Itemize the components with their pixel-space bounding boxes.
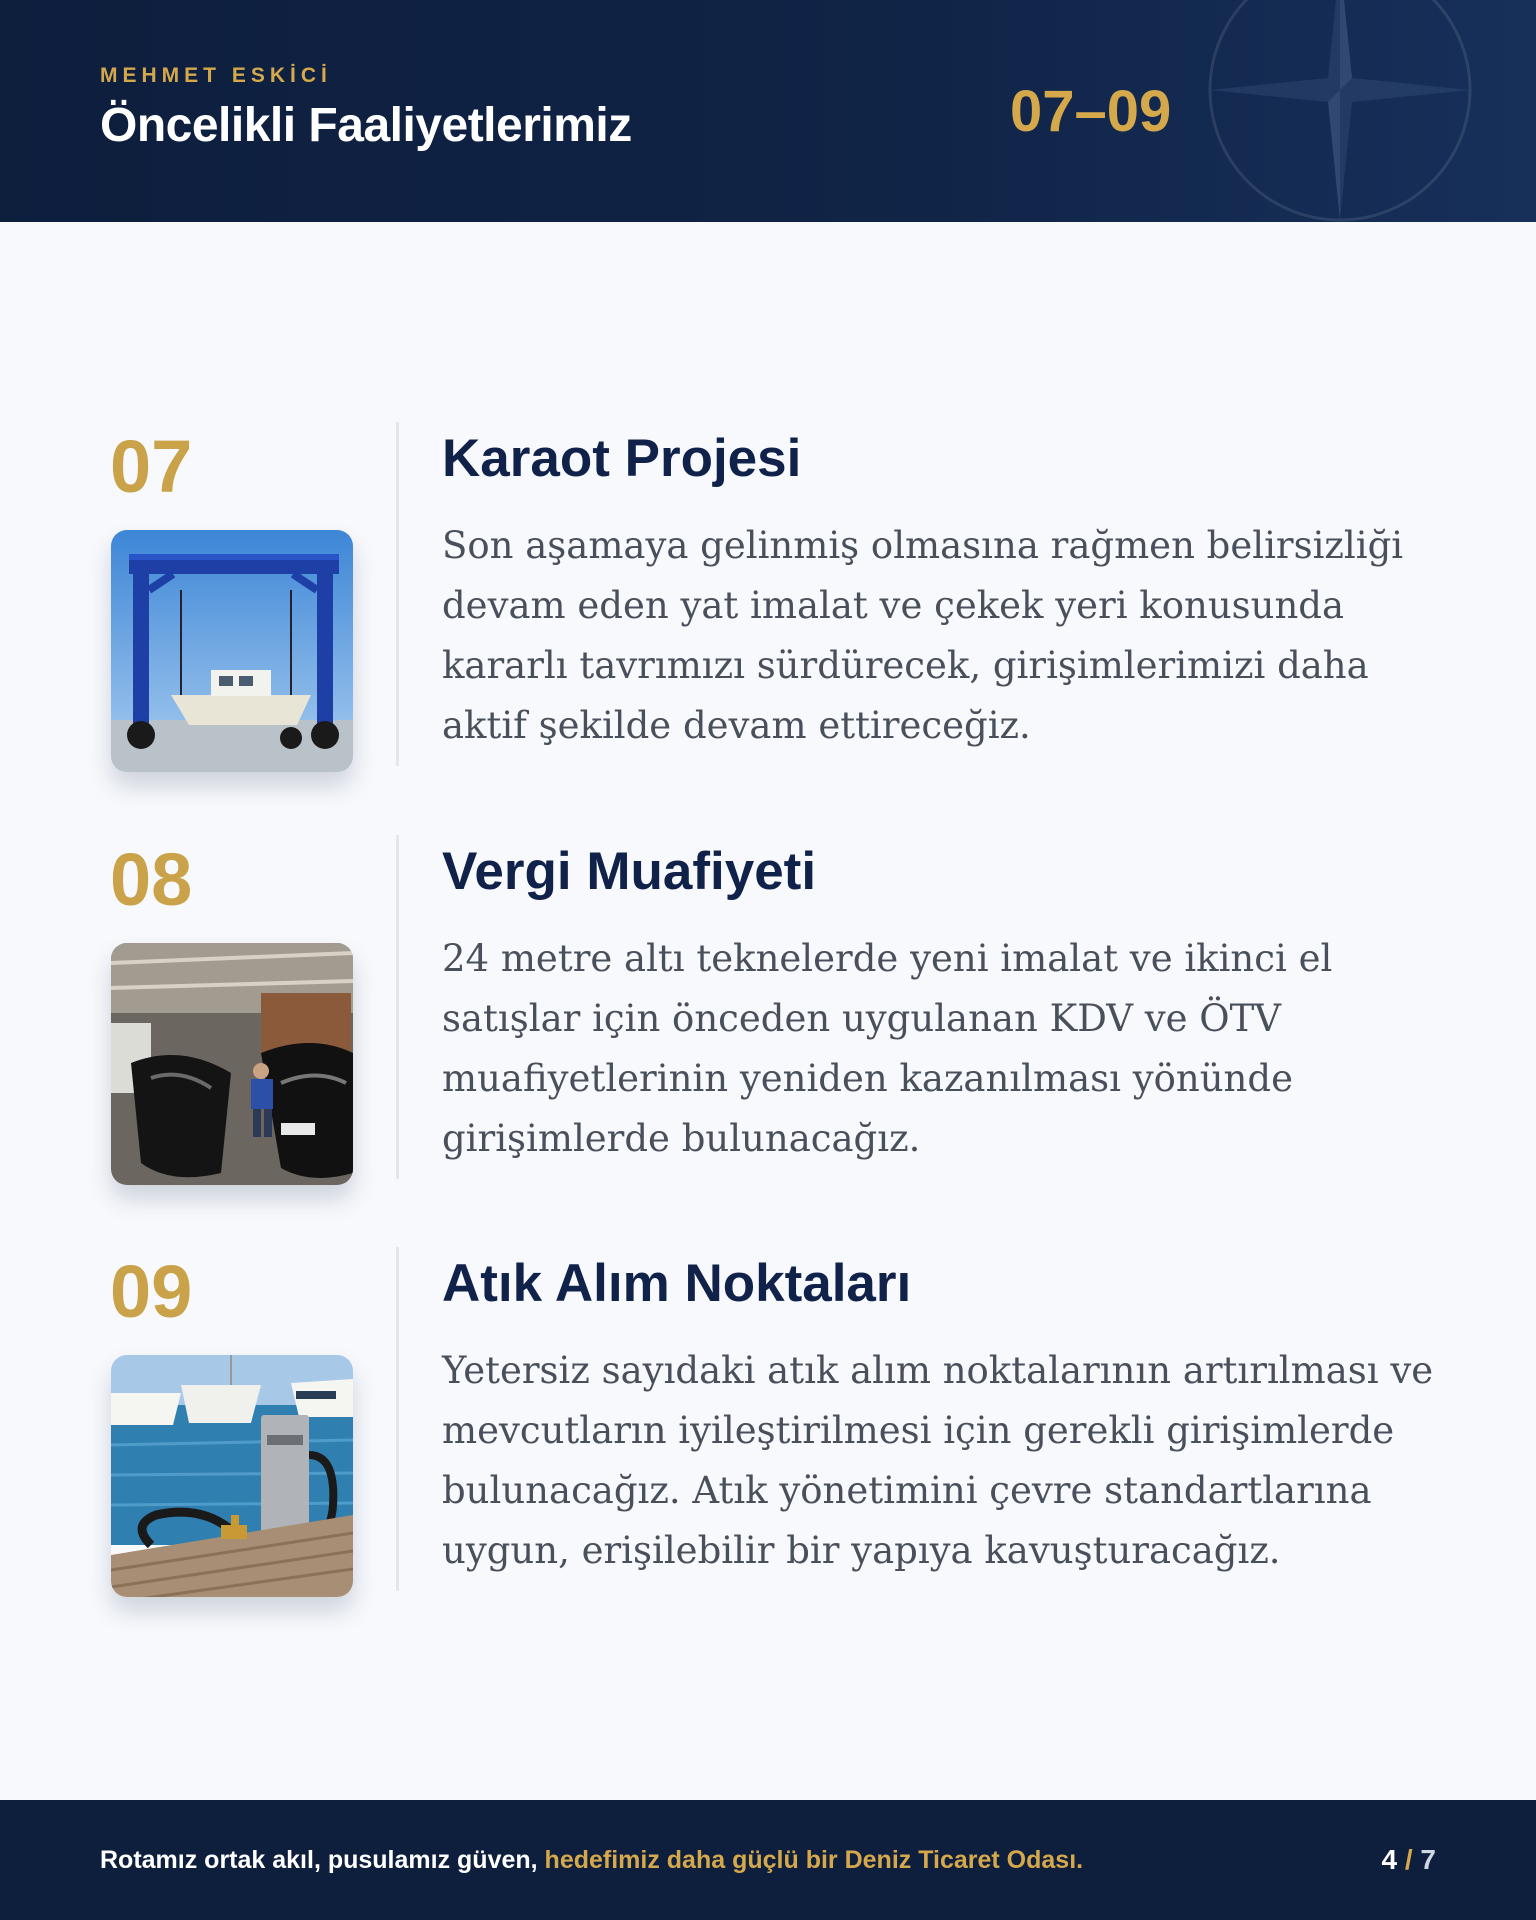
item-heading: Vergi Muafiyeti: [442, 842, 817, 901]
page-total: 7: [1420, 1844, 1436, 1875]
tagline-main: Rotamız ortak akıl, pusulamız güven,: [100, 1846, 545, 1874]
author-kicker: MEHMET ESKİCİ: [100, 64, 332, 87]
page-header: [0, 0, 1536, 222]
page-separator: /: [1404, 1844, 1413, 1875]
page-indicator: [1382, 1844, 1437, 1876]
item-divider: [396, 422, 399, 766]
footer-tagline: [100, 1846, 1083, 1875]
item-number: 07: [110, 425, 193, 508]
item-number: 08: [110, 838, 193, 921]
item-body: Yetersiz sayıdaki atık alım noktalarının artırılması ve mevcutların iyileştirilmesi için gerekli girişimlerde bulunacağız. Atık yönetimini çevre standartlarına uygun, erişilebilir bir yapıya kavuşturacağız.: [442, 1349, 1434, 1572]
item-divider: [396, 1247, 399, 1591]
boat-workshop-photo: [111, 943, 353, 1185]
item-range: 07–09: [1010, 79, 1172, 144]
tagline-highlight: hedefimiz daha güçlü bir Deniz Ticaret Odası.: [544, 1846, 1084, 1874]
compass-rose-icon: [1200, 0, 1480, 222]
page-current: 4: [1381, 1844, 1398, 1875]
item-body: Son aşamaya gelinmiş olmasına rağmen belirsizliği devam eden yat imalat ve çekek yeri konusunda kararlı tavrımızı sürdürecek, girişimlerimizi daha aktif şekilde devam ettireceğiz.: [442, 524, 1404, 747]
item-number: 09: [110, 1250, 193, 1333]
page-footer: [0, 1800, 1536, 1920]
item-heading: Atık Alım Noktaları: [442, 1254, 912, 1313]
item-heading: Karaot Projesi: [442, 429, 802, 488]
item-divider: [396, 835, 399, 1179]
travel-lift-boat-photo: [111, 530, 353, 772]
page-title: Öncelikli Faaliyetlerimiz: [100, 99, 632, 152]
item-body: 24 metre altı teknelerde yeni imalat ve ikinci el satışlar için önceden uygulanan KDV ve ÖTV muafiyetlerinin yeniden kazanılması yönünde girişimlerde bulunacağız.: [442, 937, 1333, 1160]
marina-waste-station-photo: [111, 1355, 353, 1597]
